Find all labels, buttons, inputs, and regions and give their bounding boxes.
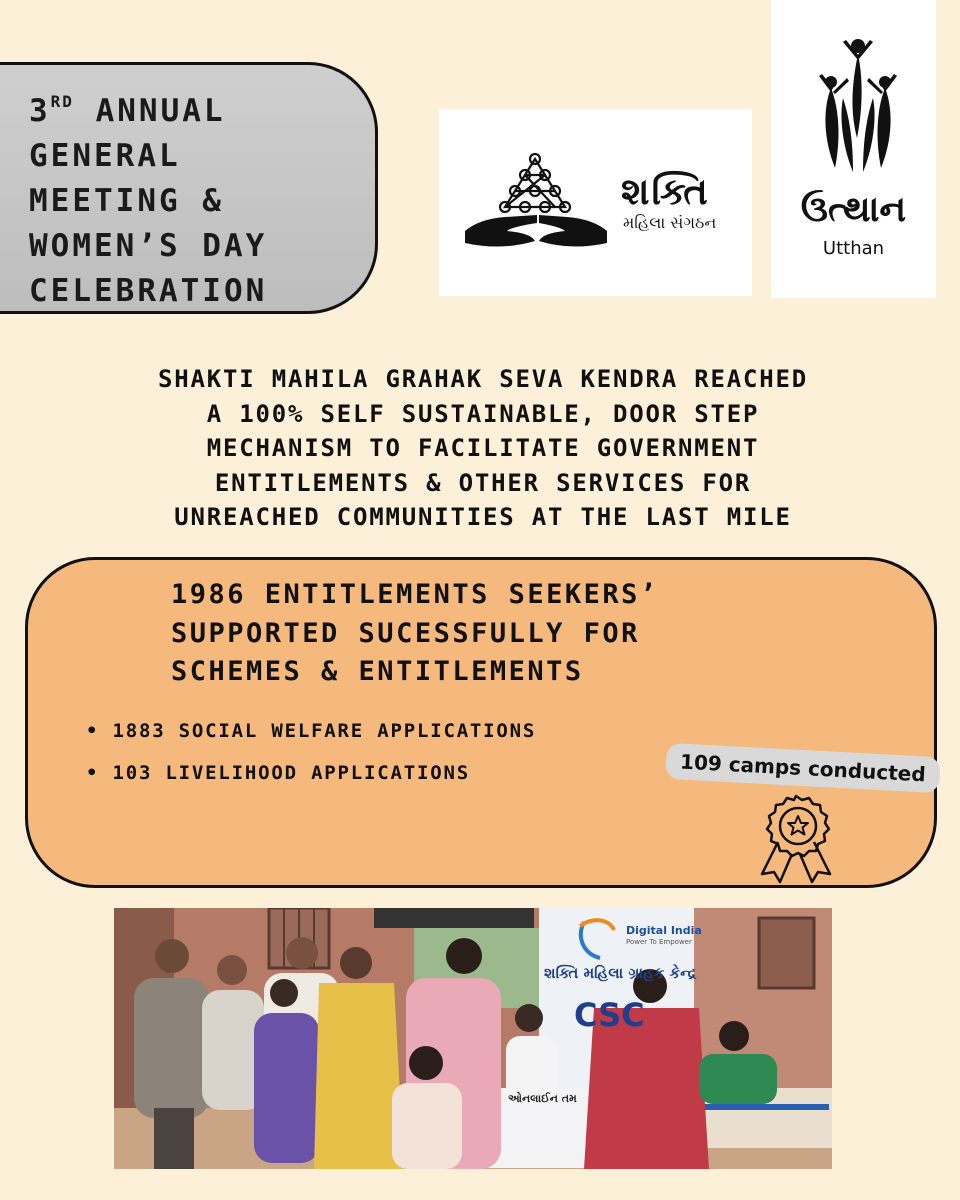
- headline-line-3: MECHANISM TO FACILITATE GOVERNMENT: [206, 434, 760, 462]
- stats-bullet-social-welfare: • 1883 SOCIAL WELFARE APPLICATIONS: [86, 710, 536, 752]
- award-ribbon-icon: [756, 792, 836, 884]
- headline-line-1: SHAKTI MAHILA GRAHAK SEVA KENDRA REACHED: [158, 365, 808, 393]
- stats-box: [25, 557, 937, 888]
- stats-heading-line-3: SCHEMES & ENTITLEMENTS: [171, 656, 584, 687]
- shakti-logo: [439, 109, 752, 296]
- banner-tagline: Power To Empower: [626, 938, 692, 946]
- camps-badge: 109 camps conducted: [665, 743, 940, 793]
- title-line-5: CELEBRATION: [29, 273, 268, 309]
- headline-line-4: ENTITLEMENTS & OTHER SERVICES FOR: [214, 468, 752, 497]
- title-box: [0, 62, 378, 314]
- title-line-4: WOMEN’S DAY: [29, 228, 268, 264]
- event-photo: [114, 908, 832, 1169]
- event-photo-scene: [114, 908, 832, 1169]
- stats-heading-line-1: 1986 ENTITLEMENTS SEEKERS’: [171, 579, 659, 610]
- utthan-logo-name: Utthan: [822, 238, 885, 259]
- shakti-logo-name: શક્તિ: [621, 169, 710, 213]
- utthan-logo-script: ઉત્થાન: [800, 188, 907, 230]
- banner-title: શક્તિ મહિલા ગ્રાહક કેન્દ્ર: [544, 964, 697, 982]
- title-line-3: MEETING &: [29, 183, 224, 219]
- desk-sign: ઓનલાઈન તમ: [508, 1092, 577, 1105]
- title-line-1: 3RD ANNUAL: [29, 92, 226, 129]
- title-line-2: GENERAL: [29, 138, 181, 174]
- headline: [0, 362, 960, 535]
- stats-heading-line-2: SUPPORTED SUCESSFULLY FOR: [171, 617, 640, 649]
- headline-line-2: A 100% SELF SUSTAINABLE, DOOR STEP: [206, 399, 760, 428]
- utthan-logo: [771, 0, 936, 298]
- banner-code: CSC: [574, 996, 645, 1034]
- banner-brand: Digital India: [626, 924, 702, 937]
- stats-bullet-list: [86, 710, 536, 794]
- headline-line-5: UNREACHED COMMUNITIES AT THE LAST MILE: [174, 503, 792, 531]
- shakti-hands-triangle-icon: [461, 151, 611, 261]
- shakti-logo-subtitle: મહિલા સંગઠન: [623, 213, 717, 232]
- stats-heading: [171, 576, 659, 692]
- utthan-figures-icon: [813, 38, 903, 178]
- stats-bullet-livelihood: • 103 LIVELIHOOD APPLICATIONS: [86, 752, 536, 794]
